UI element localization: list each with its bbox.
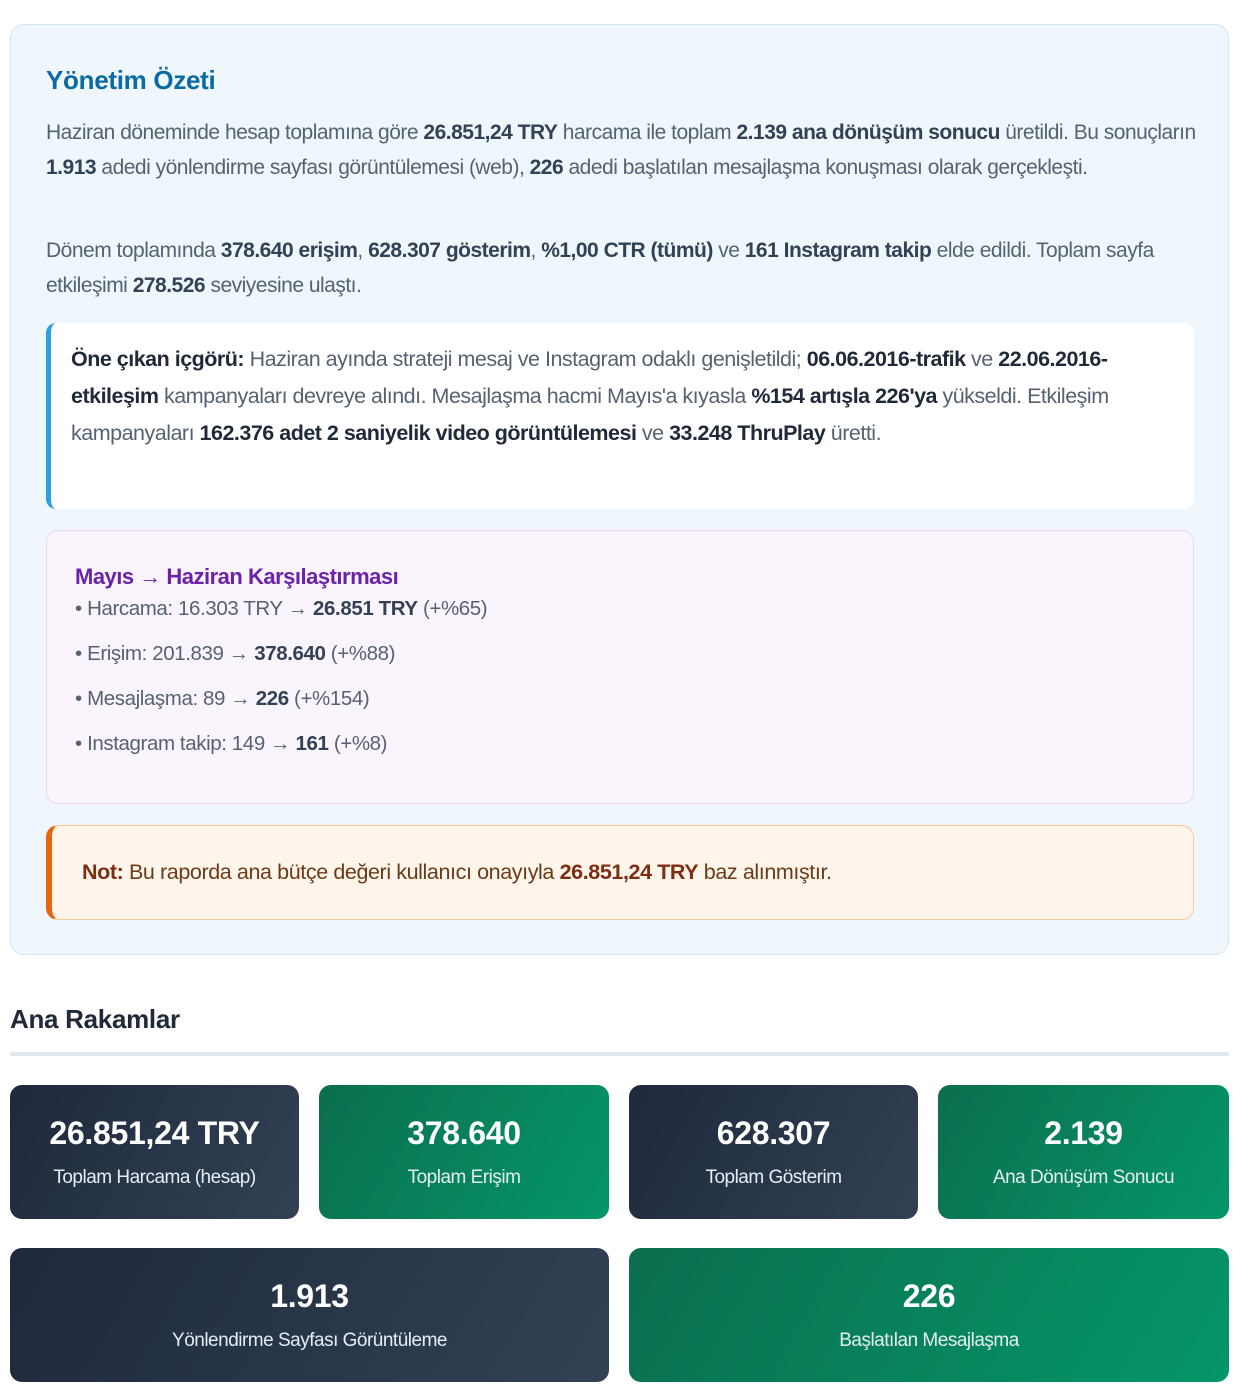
insight-label: Öne çıkan içgörü: bbox=[71, 347, 245, 371]
note-label: Not: bbox=[82, 860, 124, 884]
summary-paragraph-results: Haziran döneminde hesap toplamına göre 26.851,24 TRY harcama ile toplam 2.139 ana dönüşüm sonucu üretildi. Bu sonuçların 1.913 adedi yönlendirme sayfası görüntülemesi (web), 226 adedi başlatılan mesajlaşma konuşması olarak gerçekleşti. bbox=[46, 121, 1196, 179]
kpi-card-total-reach bbox=[319, 1085, 609, 1219]
comparison-item-instagram: • Instagram takip: 149 → 161 (+%8) bbox=[75, 732, 388, 755]
kpi-label: Başlatılan Mesajlaşma bbox=[839, 1330, 1019, 1351]
month-comparison-box bbox=[46, 530, 1194, 804]
kpi-label: Yönlendirme Sayfası Görüntüleme bbox=[172, 1330, 447, 1351]
comparison-title: Mayıs → Haziran Karşılaştırması bbox=[75, 564, 399, 589]
comparison-item-messaging: • Mesajlaşma: 89 → 226 (+%154) bbox=[75, 687, 370, 710]
kpi-value: 628.307 bbox=[716, 1115, 831, 1151]
kpi-value: 1.913 bbox=[270, 1278, 349, 1314]
kpi-label: Toplam Erişim bbox=[407, 1167, 521, 1188]
summary-paragraph-reach: Dönem toplamında 378.640 erişim, 628.307 gösterim, %1,00 CTR (tümü) ve 161 Instagram takip elde edildi. Toplam sayfa etkileşimi 278.526 seviyesine ulaştı. bbox=[46, 239, 1154, 297]
kpi-value: 26.851,24 TRY bbox=[49, 1115, 260, 1151]
comparison-item-reach: • Erişim: 201.839 → 378.640 (+%88) bbox=[75, 642, 396, 665]
key-figures-title: Ana Rakamlar bbox=[10, 1004, 180, 1034]
executive-summary-panel bbox=[10, 24, 1229, 955]
comparison-item-spend: • Harcama: 16.303 TRY → 26.851 TRY (+%65) bbox=[75, 597, 488, 620]
kpi-label: Ana Dönüşüm Sonucu bbox=[992, 1167, 1175, 1188]
kpi-card-total-spend bbox=[10, 1085, 299, 1219]
kpi-card-messaging-started bbox=[629, 1248, 1229, 1382]
summary-title: Yönetim Özeti bbox=[46, 65, 216, 95]
kpi-card-main-conversions bbox=[938, 1085, 1229, 1219]
kpi-card-landing-page-views bbox=[10, 1248, 609, 1382]
kpi-label: Toplam Harcama (hesap) bbox=[53, 1167, 256, 1188]
kpi-value: 2.139 bbox=[1044, 1115, 1123, 1151]
budget-note: Not: Bu raporda ana bütçe değeri kullanıcı onayıyla 26.851,24 TRY baz alınmıştır. bbox=[46, 825, 1194, 920]
kpi-card-total-impressions bbox=[629, 1085, 918, 1219]
highlight-insight-box: Öne çıkan içgörü: Haziran ayında strateji mesaj ve Instagram odaklı genişletildi; 06.06.2016-trafik ve 22.06.2016-etkileşim kampanyaları devreye alındı. Mesajlaşma hacmi Mayıs'a kıyasla %154 artışla 226'ya yükseldi. Etkileşim kampanyaları 162.376 adet 2 saniyelik video görüntülemesi ve 33.248 ThruPlay üretti. bbox=[46, 323, 1194, 509]
kpi-value: 378.640 bbox=[407, 1115, 521, 1151]
section-divider bbox=[10, 1052, 1229, 1056]
kpi-value: 226 bbox=[902, 1278, 956, 1314]
kpi-label: Toplam Gösterim bbox=[705, 1167, 842, 1188]
